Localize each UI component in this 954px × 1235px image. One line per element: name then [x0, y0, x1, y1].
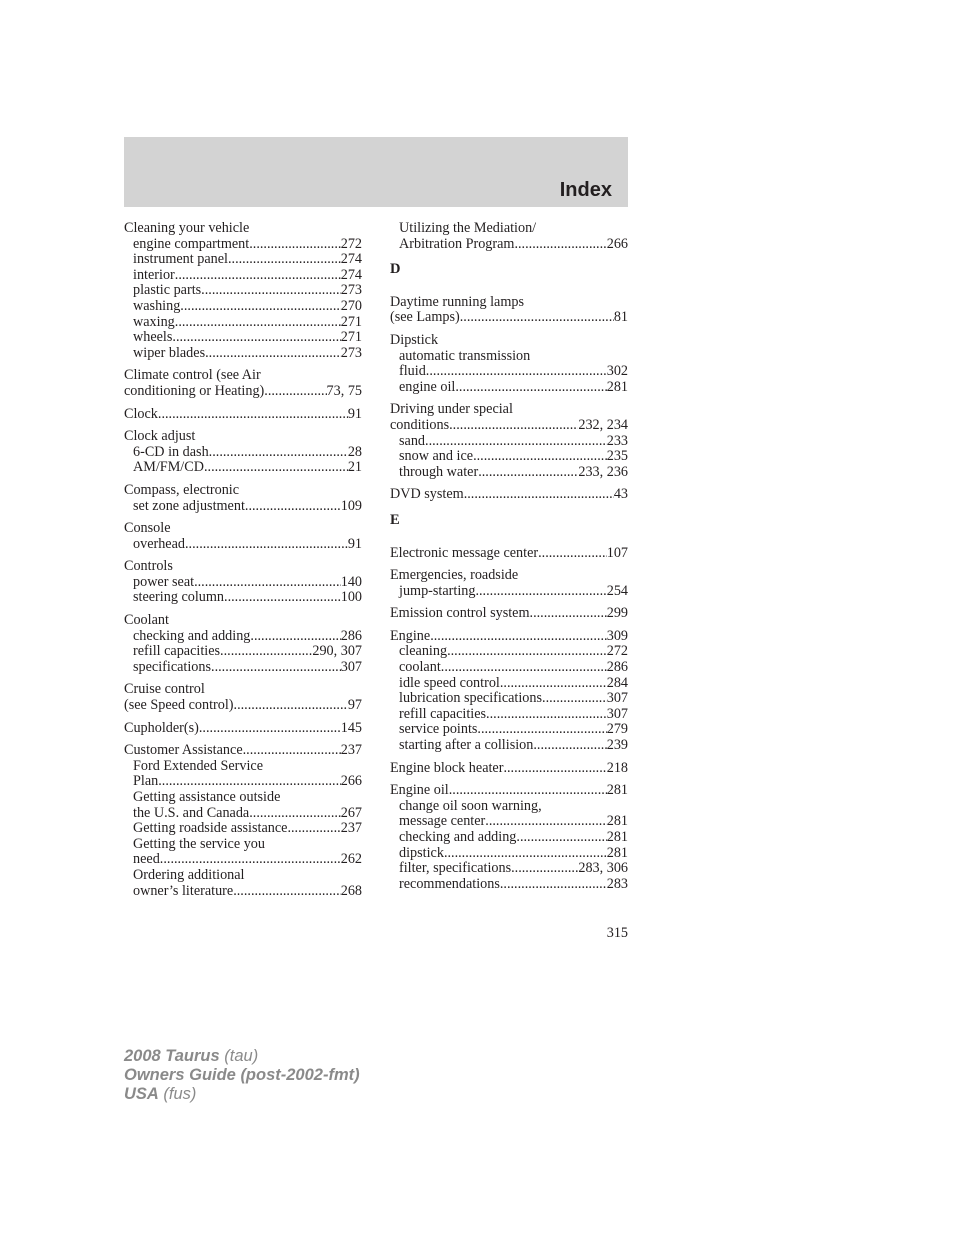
index-entry	[124, 521, 362, 552]
index-term: service points	[399, 721, 478, 738]
index-subentry-line	[124, 790, 362, 806]
index-term: Cupholder(s)	[124, 719, 199, 736]
index-page-ref: 73, 75	[326, 382, 362, 399]
index-subentry-line	[124, 644, 362, 660]
index-entry	[390, 221, 628, 252]
index-subentry-line	[390, 722, 628, 738]
dot-leader	[511, 861, 578, 877]
index-entry-line	[390, 629, 628, 645]
index-term: automatic transmission	[399, 347, 531, 364]
index-page-ref: 239	[606, 737, 628, 754]
index-page-ref: 283	[606, 875, 628, 892]
index-entry-line	[390, 402, 628, 418]
dot-leader	[158, 407, 348, 423]
index-term: waxing	[133, 313, 175, 330]
index-entry	[390, 629, 628, 754]
index-page-ref: 281	[606, 782, 628, 799]
index-term: interior	[133, 266, 175, 283]
index-subentry-line	[390, 380, 628, 396]
index-term: instrument panel	[133, 251, 228, 268]
index-page-ref: 290, 307	[312, 643, 362, 660]
index-letter-heading: D	[390, 261, 401, 278]
index-term: wiper blades	[133, 344, 206, 361]
index-subentry-line	[390, 364, 628, 380]
dot-leader	[542, 691, 607, 707]
index-subentry-line	[124, 346, 362, 362]
index-term: Controls	[124, 558, 173, 575]
index-term: refill capacities	[133, 643, 221, 660]
index-term: Emergencies, roadside	[390, 567, 519, 584]
dot-leader	[473, 449, 607, 465]
index-term: Engine oil	[390, 782, 449, 799]
dot-leader	[426, 364, 607, 380]
dot-leader	[224, 590, 341, 606]
index-term: Getting assistance outside	[133, 789, 281, 805]
index-entry	[124, 559, 362, 606]
index-subentry-line	[124, 852, 362, 868]
index-term: Ford Extended Service	[133, 757, 264, 774]
footer-model-code: (tau)	[219, 1047, 259, 1065]
index-subentry-line	[124, 590, 362, 606]
index-subentry-line	[390, 434, 628, 450]
index-page-ref: 91	[347, 535, 362, 552]
dot-leader	[485, 814, 606, 830]
index-page-ref: 309	[606, 627, 628, 644]
index-entry-line	[124, 221, 362, 237]
index-entry	[124, 221, 362, 361]
index-page-ref: 91	[347, 405, 362, 422]
index-term: (see Speed control)	[124, 697, 234, 714]
index-entry-line	[390, 487, 628, 503]
footer-market-code: (fus)	[158, 1085, 197, 1103]
index-term: Ordering additional	[133, 866, 245, 883]
dot-leader	[464, 487, 614, 503]
index-page-ref: 81	[613, 309, 628, 326]
index-page-ref: 109	[340, 497, 362, 514]
dot-leader	[430, 629, 607, 645]
index-page-ref: 268	[340, 882, 362, 899]
index-entry	[124, 682, 362, 713]
index-subentry-line	[390, 449, 628, 465]
index-subentry-line	[390, 830, 628, 846]
index-term: Climate control (see Air	[124, 367, 261, 384]
index-subentry-line	[124, 237, 362, 253]
index-page-ref: 233, 236	[578, 463, 628, 480]
index-subentry-line	[390, 465, 628, 481]
index-page-ref: 299	[606, 605, 628, 622]
index-term: checking and adding	[133, 627, 251, 644]
index-page-ref: 274	[340, 251, 362, 268]
index-page-ref: 281	[606, 813, 628, 830]
index-term: washing	[133, 297, 181, 314]
index-subentry-line	[390, 846, 628, 862]
dot-leader	[175, 315, 341, 331]
dot-leader	[205, 346, 341, 362]
index-term: conditions	[390, 416, 450, 433]
index-page-ref: 254	[606, 582, 628, 599]
index-page-ref: 233	[606, 432, 628, 449]
index-term: Driving under special	[390, 401, 513, 418]
index-page-ref: 279	[606, 721, 628, 738]
index-term: jump-starting	[399, 582, 476, 599]
index-term: Utilizing the Mediation/	[399, 220, 537, 236]
index-term: idle speed control	[399, 674, 500, 691]
index-page-ref: 302	[606, 363, 628, 380]
index-term: Customer Assistance	[124, 742, 243, 759]
index-term: Engine block heater	[390, 759, 504, 776]
dot-leader	[516, 830, 606, 846]
dot-leader	[486, 707, 607, 723]
index-subentry-line	[124, 252, 362, 268]
index-page-ref: 232, 234	[578, 416, 628, 433]
index-subentry-line	[124, 283, 362, 299]
index-entry	[390, 546, 628, 562]
index-page-ref: 237	[340, 820, 362, 837]
index-term: power seat	[133, 573, 195, 590]
index-term: cleaning	[399, 643, 448, 660]
index-subentry-line	[124, 330, 362, 346]
dot-leader	[444, 846, 607, 862]
footer-line-3	[124, 1085, 360, 1104]
index-entry-line	[124, 429, 362, 445]
header-band	[124, 137, 628, 207]
index-entry-line	[390, 568, 628, 584]
footer-guide: Owners Guide (post-2002-fmt)	[124, 1066, 360, 1084]
index-page-ref: 140	[340, 573, 362, 590]
index-page-ref: 281	[606, 844, 628, 861]
index-subentry-line	[390, 644, 628, 660]
dot-leader	[234, 698, 348, 714]
index-term: Cleaning your vehicle	[124, 220, 250, 236]
dot-leader	[477, 722, 606, 738]
index-page-ref: 266	[340, 773, 362, 790]
index-page-ref: 218	[606, 759, 628, 776]
index-page-ref: 286	[340, 627, 362, 644]
index-term: Emission control system	[390, 605, 530, 622]
index-entry-line	[390, 333, 628, 349]
footer	[124, 1047, 360, 1104]
index-entry-line	[390, 418, 628, 434]
dot-leader	[172, 330, 340, 346]
page-title: Index	[559, 179, 612, 201]
index-term: snow and ice	[399, 448, 474, 465]
index-entry	[390, 402, 628, 480]
index-page-ref: 266	[606, 235, 628, 252]
index-entry-line	[390, 761, 628, 777]
dot-leader	[180, 299, 340, 315]
index-term: wheels	[133, 329, 173, 346]
dot-leader	[158, 774, 340, 790]
index-page-ref: 274	[340, 266, 362, 283]
index-entry-line	[390, 310, 628, 326]
index-term: starting after a collision	[399, 737, 534, 754]
index-entry	[124, 613, 362, 675]
index-subentry-line	[390, 799, 628, 815]
index-term: overhead	[133, 535, 185, 552]
index-entry-line	[124, 743, 362, 759]
dot-leader	[160, 852, 341, 868]
index-subentry-line	[390, 237, 628, 253]
index-entry	[124, 483, 362, 514]
index-entry-line	[124, 559, 362, 575]
index-page-ref: 100	[340, 589, 362, 606]
index-term: AM/FM/CD	[133, 459, 204, 476]
dot-leader	[228, 252, 341, 268]
index-subentry-line	[124, 629, 362, 645]
index-page-ref: 267	[340, 804, 362, 821]
dot-leader	[503, 761, 606, 777]
index-page-ref: 271	[340, 313, 362, 330]
dot-leader	[220, 644, 312, 660]
index-subentry-line	[124, 868, 362, 884]
index-entry-line	[124, 613, 362, 629]
index-subentry-line	[124, 315, 362, 331]
index-term: through water	[399, 463, 479, 480]
index-term: Electronic message center	[390, 544, 539, 561]
index-entry	[390, 487, 628, 503]
dot-leader	[249, 237, 341, 253]
index-subentry-line	[124, 575, 362, 591]
dot-leader	[500, 877, 607, 893]
index-page-ref: 28	[347, 443, 362, 460]
index-entry	[124, 721, 362, 737]
dot-leader	[500, 676, 607, 692]
index-page-ref: 145	[340, 719, 362, 736]
index-entry-line	[124, 483, 362, 499]
index-entry-line	[390, 783, 628, 799]
dot-leader	[460, 310, 614, 326]
index-term: lubrication specifications	[399, 690, 543, 707]
dot-leader	[425, 434, 607, 450]
index-term: Cruise control	[124, 681, 205, 698]
index-page-ref: 281	[606, 829, 628, 845]
dot-leader	[264, 384, 326, 400]
index-page-ref: 281	[606, 378, 628, 395]
dot-leader	[514, 237, 606, 253]
index-term: Dipstick	[390, 331, 439, 348]
index-entry	[124, 368, 362, 399]
index-subentry-line	[390, 691, 628, 707]
index-term: Plan	[133, 773, 159, 790]
index-page-ref: 235	[606, 448, 628, 465]
index-page-ref: 107	[606, 544, 628, 561]
index-subentry-line	[124, 499, 362, 515]
index-term: recommendations	[399, 875, 500, 892]
index-term: conditioning or Heating)	[124, 382, 265, 399]
index-page-ref: 43	[613, 486, 628, 503]
index-term: change oil soon warning,	[399, 797, 542, 814]
index-subentry-line	[390, 877, 628, 893]
index-term: Getting roadside assistance	[133, 820, 288, 837]
index-entry-line	[124, 698, 362, 714]
dot-leader	[538, 546, 607, 562]
index-term: checking and adding	[399, 829, 517, 845]
index-entry	[390, 568, 628, 599]
index-term: Compass, electronic	[124, 481, 240, 498]
dot-leader	[175, 268, 341, 284]
index-page-ref: 272	[606, 643, 628, 660]
index-subentry-line	[390, 676, 628, 692]
dot-leader	[533, 738, 606, 754]
index-page-ref: 307	[606, 690, 628, 707]
index-subentry-line	[390, 861, 628, 877]
index-page-ref: 273	[340, 282, 362, 299]
index-subentry-line	[124, 806, 362, 822]
index-subentry-line	[390, 221, 628, 237]
dot-leader	[287, 821, 340, 837]
dot-leader	[449, 418, 578, 434]
index-subentry-line	[124, 445, 362, 461]
index-page-ref: 237	[340, 742, 362, 759]
index-term: fluid	[399, 363, 426, 380]
index-entry	[124, 407, 362, 423]
dot-leader	[201, 283, 341, 299]
footer-model: 2008 Taurus	[124, 1047, 220, 1065]
index-entry-line	[124, 384, 362, 400]
index-term: Daytime running lamps	[390, 293, 524, 310]
index-subentry-line	[390, 584, 628, 600]
index-term: Getting the service you	[133, 835, 265, 852]
dot-leader	[204, 460, 348, 476]
index-subentry-line	[124, 537, 362, 553]
index-column-left	[124, 221, 362, 906]
index-entry-line	[124, 368, 362, 384]
index-page-ref: 273	[340, 344, 362, 361]
index-subentry-line	[390, 660, 628, 676]
index-term: 6-CD in dash	[133, 443, 209, 460]
index-entry-line	[124, 682, 362, 698]
page-number: 315	[606, 925, 628, 941]
index-subentry-line	[124, 821, 362, 837]
index-term: engine oil	[399, 378, 456, 395]
index-page-ref: 21	[347, 459, 362, 476]
dot-leader	[194, 575, 341, 591]
index-term: dipstick	[399, 844, 444, 861]
index-term: sand	[399, 432, 426, 449]
index-term: filter, specifications	[399, 860, 512, 877]
index-term: (see Lamps)	[390, 309, 460, 326]
index-term: set zone adjustment	[133, 497, 245, 514]
dot-leader	[245, 499, 341, 515]
index-page-ref: 272	[340, 235, 362, 252]
index-page-ref: 284	[606, 674, 628, 691]
index-page-ref: 97	[347, 697, 362, 714]
index-entry-line	[124, 721, 362, 737]
index-entry-line	[390, 295, 628, 311]
index-term: Arbitration Program	[399, 235, 515, 252]
index-term: Clock adjust	[124, 428, 196, 445]
index-letter-heading: E	[390, 511, 400, 528]
dot-leader	[455, 380, 606, 396]
index-term: specifications	[133, 658, 212, 675]
index-page-ref: 270	[340, 297, 362, 314]
index-term: message center	[399, 813, 486, 830]
index-entry-line	[124, 407, 362, 423]
index-subentry-line	[390, 349, 628, 365]
index-entry	[124, 429, 362, 476]
footer-line-1	[124, 1047, 360, 1066]
index-subentry-line	[124, 660, 362, 676]
dot-leader	[185, 537, 348, 553]
index-entry-line	[390, 546, 628, 562]
dot-leader	[447, 644, 607, 660]
index-term: DVD system	[390, 486, 464, 503]
index-subentry-line	[124, 460, 362, 476]
index-subentry-line	[124, 884, 362, 900]
index-subentry-line	[124, 299, 362, 315]
index-subentry-line	[124, 774, 362, 790]
index-page-ref: 307	[606, 705, 628, 722]
index-term: refill capacities	[399, 705, 487, 722]
dot-leader	[243, 743, 341, 759]
index-subentry-line	[390, 738, 628, 754]
index-entry-line	[390, 606, 628, 622]
index-term: Coolant	[124, 612, 169, 629]
index-term: Console	[124, 520, 171, 537]
index-entry	[390, 783, 628, 892]
index-entry	[124, 743, 362, 899]
index-term: plastic parts	[133, 282, 202, 299]
dot-leader	[249, 806, 340, 822]
index-subentry-line	[124, 759, 362, 775]
footer-line-2	[124, 1066, 360, 1085]
dot-leader	[478, 465, 578, 481]
index-page-ref: 307	[340, 658, 362, 675]
index-term: Clock	[124, 405, 158, 422]
dot-leader	[530, 606, 607, 622]
dot-leader	[209, 445, 348, 461]
index-page-ref: 286	[606, 659, 628, 676]
dot-leader	[211, 660, 341, 676]
dot-leader	[250, 629, 340, 645]
index-subentry-line	[124, 837, 362, 853]
index-entry-line	[124, 521, 362, 537]
dot-leader	[233, 884, 341, 900]
index-term: need	[133, 851, 160, 868]
index-entry	[390, 761, 628, 777]
index-term: coolant	[399, 659, 441, 676]
index-term: the U.S. and Canada	[133, 804, 250, 821]
index-page-ref: 283, 306	[578, 860, 628, 877]
index-subentry-line	[390, 814, 628, 830]
dot-leader	[441, 660, 607, 676]
dot-leader	[449, 783, 607, 799]
index-term: steering column	[133, 589, 225, 606]
footer-market: USA	[124, 1085, 159, 1103]
index-subentry-line	[390, 707, 628, 723]
index-entry	[390, 295, 628, 326]
index-term: engine compartment	[133, 235, 250, 252]
index-entry	[390, 333, 628, 395]
index-entry	[390, 606, 628, 622]
index-page-ref: 262	[340, 851, 362, 868]
index-subentry-line	[124, 268, 362, 284]
index-term: owner’s literature	[133, 882, 234, 899]
dot-leader	[199, 721, 341, 737]
index-page-ref: 271	[340, 329, 362, 346]
index-column-right	[390, 221, 628, 899]
dot-leader	[475, 584, 606, 600]
index-term: Engine	[390, 627, 431, 644]
